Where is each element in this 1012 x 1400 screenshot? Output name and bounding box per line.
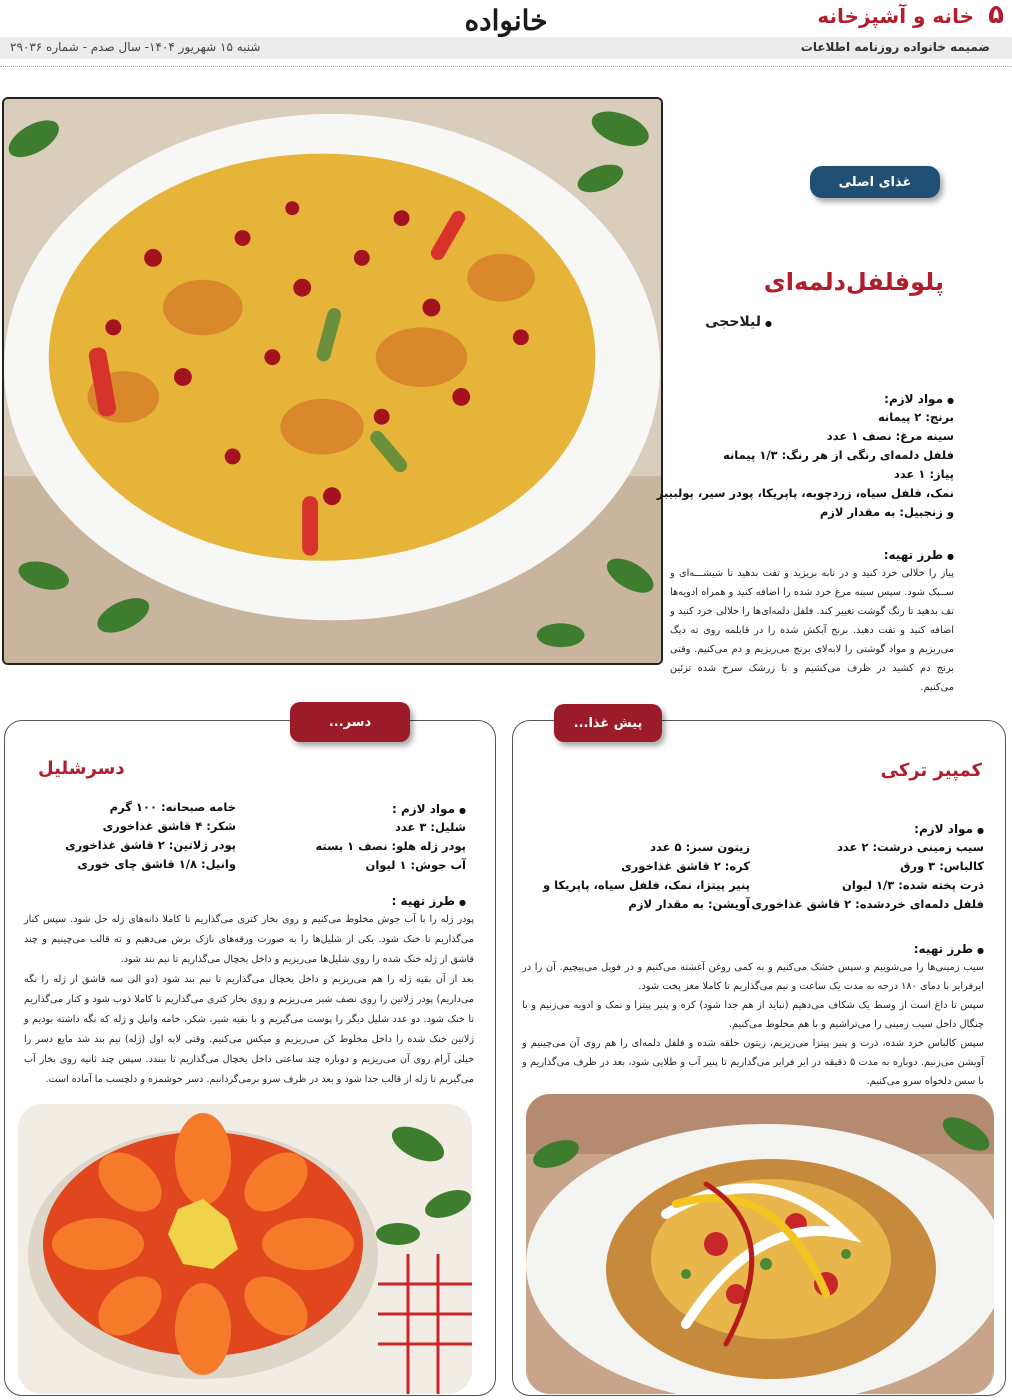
page-header [0,0,1012,36]
dessert-method [24,910,474,1090]
dessert-ingredients-label-text: مواد لازم : [391,802,456,816]
main-ingredients-label-text: مواد لازم: [884,392,944,406]
list-item: کره: ۲ قاشق غذاخوری [621,859,750,873]
appetizer-ingredients-label-text: مواد لازم: [914,822,974,836]
main-dish-photo [2,97,663,665]
author-name-text: لیلا‌حجی [705,314,762,330]
list-item: شلیل: ۳ عدد [394,820,466,834]
page-number: ۵ [988,0,1004,30]
main-dish-tag: غذای اصلی [810,166,940,198]
newspaper-logo: خانواده [464,4,548,37]
method-paragraph: سپس تا داغ است از وسط یک شکاف می‌دهیم (نباید از هم جدا شود) کره و پنیر پیتزا و نمک و ادویه می‌زنیم و با چنگال داخل سیب زمینی را می‌تراشیم و با هم مخلوط می‌کنیم. [522,1000,984,1030]
appetizer-title: کمپیر ترکی [880,760,982,781]
main-ingredients-label [884,392,954,406]
appetizer-method-label-text: طرز تهیه: [913,942,974,956]
list-item: پودر ژله هلو: نصف ۱ بسته [315,839,466,853]
list-item: فلفل دلمه‌ای رنگی از هر رنگ: ۱/۳ پیمانه [722,448,954,462]
supplement-label: ضمیمه خانواده روزنامه اطلاعات [800,40,990,54]
header-info-bar [0,37,1012,59]
list-item: نمک، فلفل سیاه، زردچوبه، پاپریکا، پودر سیر، پولبیبر و زنجبیل: به مقدار لازم [656,486,954,519]
dessert-ingredients-col1 [316,818,466,875]
method-paragraph: سیب زمینی‌ها را می‌شوییم و سپس خشک می‌کنیم و به کمی روغن آغشته می‌کنیم و در فویل می‌پیچیم. آن را در ایرفرایر با دمای ۱۸۰ درجه به مدت یک ساعت و نیم می‌گذاریم تا کاملا مغز پخت شود. [522,962,984,992]
main-method-label-text: طرز تهیه: [883,548,944,562]
list-item: شکر: ۴ قاشق غذاخوری [102,819,236,833]
list-item: سیب زمینی درشت: ۲ عدد [837,840,984,854]
list-item: پنیر پیتزا، نمک، فلفل سیاه، پاپریکا و آویشن: به مقدار لازم [542,878,750,911]
dessert-tag: دسر... [290,702,410,742]
main-dish-title: پلوفلفل‌دلمه‌ای [763,268,944,296]
appetizer-ingredients-label [914,822,984,836]
appetizer-method [522,958,984,1091]
section-title: خانه و آشپزخانه [817,4,974,28]
dessert-ingredients-label [392,802,466,816]
dessert-title: دسر‌شلیل [38,758,125,779]
main-ingredients-list [654,408,954,522]
appetizer-photo [526,1094,994,1394]
dessert-method-label [392,894,466,908]
list-item: کالباس: ۳ ورق [900,859,984,873]
main-method-text: پیاز را خلالی خرد کنید و در تابه بریزید و تفت بدهید تا شیشـــه‌ای و ســبک شود. سپس سینه مرغ خرد شده را اضافه کنید و همراه ادویه‌ها تف بدهید تا رنگ گوشت تغییر کند. فلفل دلمه‌ای‌ها را خلالی خرد کنید و اضافه کنید و تفت دهید. برنج آبکش شده را در قابلمه روی ته دیگ می‌ریزیم و مواد گوشتی را لابه‌لای برنج می‌ریزیم و دم می‌کنیم. وقتی برنج دم کشید در ظرف می‌کشیم و با زرشک سرخ شده تزئین می‌کنیم. [670,568,954,693]
dessert-photo [18,1104,472,1394]
appetizer-tag: پیش غذا... [554,704,662,742]
appetizer-ingredients-col2 [520,838,750,914]
header-divider [0,66,1012,67]
main-method-label [884,548,954,562]
method-paragraph: بعد از آن بقیه ژله را هم می‌ریزیم و داخل یخچال می‌گذاریم تا نیم بند شود (دو الی سه قاشق از ژله را نگه می‌داریم) پودر ژلاتین را روی نصف شیر می‌ریزیم و روی بخار کتری می‌گذاریم تا کاملا ذوب شود و کنار می‌گذاریم تا خنک شود. دو عدد شلیل دیگر را پوست می‌گیریم و با بقیه شیر، شکر، خامه وانیل و ژله که نگه داشته بودیم و ژلاتین خنک شده را داخل مخلوط کن می‌ریزیم و میکس می‌کنیم. وقتی لایه اول (ژله) نیم بند شد مایع دسر را خیلی آرام روی آن می‌ریزیم و دوباره چند ساعتی داخل یخچال می‌گذاریم تا ببندد. سپس چند ثانیه روی بخار آب می‌گیریم تا ژله از قالب جدا شود و بعد در ظرف سرو برمی‌گردانیم. دسر خوشمزه و دلچسب ما آماده است. [24,974,474,1085]
list-item: ذرت پخته شده: ۱/۳ لیوان [842,878,984,892]
method-paragraph: سپس کالباس خرد شده، ذرت و پنیر پیتزا می‌ریزیم، زیتون حلقه شده و فلفل دلمه‌ای را هم روی آن می‌چینیم و آویشن می‌زنیم. دوباره به مدت ۵ دقیقه در ایر فرایر می‌گذاریم تا پنیر آب و طلایی شود، بعد در ظرف می‌گذاریم و با سس دلخواه سرو می‌کنیم. [522,1038,985,1087]
list-item: زیتون سبز: ۵ عدد [650,840,750,854]
list-item: وانیل: ۱/۸ قاشق چای خوری [77,857,236,871]
list-item: برنج: ۲ پیمانه [877,410,954,424]
method-paragraph: پودر ژله را با آب جوش مخلوط می‌کنیم و روی بخار کتری می‌گذاریم تا کاملا دانه‌های ژله حل شود. سپس کنار می‌گذاریم تا خنک شود. یکی از شلیل‌ها را به صورت ورقه‌های نازک برش می‌دهیم و ته قالب می‌چینیم و چند قاشق از ژله خنک شده را روی شلیل‌ها می‌ریزیم و داخل یخچال می‌گذاریم تا نیم بند شود. [24,914,474,965]
dateline: شنبه ۱۵ شهریور ۱۴۰۴- سال صدم - شماره ۲۹۰۳۶ [10,40,261,54]
dessert-method-label-text: طرز تهیه : [391,894,456,908]
list-item: پیاز: ۱ عدد [894,467,954,481]
author-name [705,314,772,330]
list-item: سینه مرغ: نصف ۱ عدد [826,429,954,443]
list-item: آب جوش: ۱ لیوان [365,858,466,872]
list-item: خامه صبحانه: ۱۰۰ گرم [109,800,236,814]
list-item: پودر ژلاتین: ۲ قاشق غذاخوری [65,838,236,852]
dessert-ingredients-col2 [46,798,236,874]
appetizer-ingredients-col1 [751,838,984,914]
list-item: فلفل دلمه‌ای خرد‌شده: ۲ قاشق غذاخوری [751,897,984,911]
appetizer-method-label [914,942,984,956]
